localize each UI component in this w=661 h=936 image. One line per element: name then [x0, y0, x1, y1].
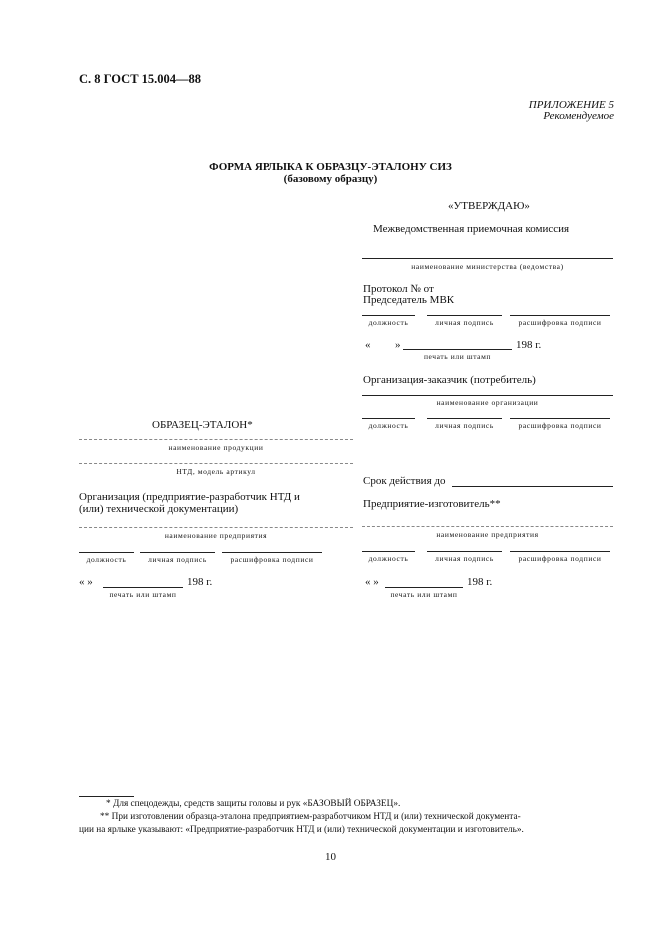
manufacturer-decoding-line	[510, 551, 610, 552]
left-date-line	[103, 587, 183, 588]
appendix-note: Рекомендуемое	[543, 110, 614, 122]
mfr-stamp-caption: печать или штамп	[390, 590, 458, 599]
stamp-caption: печать или штамп	[423, 352, 492, 361]
customer-decoding-line	[510, 418, 610, 419]
protocol-label: Протокол № от	[363, 283, 434, 295]
manufacturer-label: Предприятие-изготовитель**	[363, 498, 501, 510]
manufacturer-decoding-caption: расшифровка подписи	[518, 554, 602, 563]
enterprise-caption: наименование предприятия	[164, 531, 268, 540]
left-stamp-caption: печать или штамп	[109, 590, 177, 599]
left-position-caption: должность	[86, 555, 127, 564]
enterprise-line	[79, 527, 353, 528]
validity-label: Срок действия до	[363, 475, 446, 487]
chairman-decoding-caption: расшифровка подписи	[518, 318, 602, 327]
approve-label: «УТВЕРЖДАЮ»	[448, 200, 530, 212]
manufacturer-position-caption: должность	[368, 554, 409, 563]
ministry-line	[362, 258, 613, 259]
footnote-2-line1: ** При изготовлении образца-эталона предприятием-разработчиком НТД и (или) технической документа-	[100, 812, 521, 822]
ntd-caption: НТД, модель артикул	[176, 467, 256, 476]
org-label-line1: Организация (предприятие-разработчик НТД и	[79, 491, 300, 503]
product-line	[79, 439, 353, 440]
manufacturer-signature-line	[427, 551, 502, 552]
ministry-caption: наименование министерства (ведомства)	[411, 262, 564, 271]
sample-label: ОБРАЗЕЦ-ЭТАЛОН*	[152, 419, 253, 431]
validity-line	[452, 486, 613, 487]
chairman-signature-line	[427, 315, 502, 316]
org-caption: наименование организации	[436, 398, 539, 407]
mfr-date-quotes: « »	[365, 576, 379, 588]
customer-signature-caption: личная подпись	[435, 421, 494, 430]
form-subtitle: (базовому образцу)	[283, 173, 378, 185]
chairman-signature-caption: личная подпись	[435, 318, 494, 327]
page-number: 10	[325, 851, 336, 863]
mfr-date-line	[385, 587, 463, 588]
footnote-separator	[79, 796, 134, 797]
left-decoding-caption: расшифровка подписи	[230, 555, 314, 564]
manufacturer-signature-caption: личная подпись	[435, 554, 494, 563]
product-caption: наименование продукции	[168, 443, 264, 452]
page-header-ref: С. 8 ГОСТ 15.004—88	[79, 72, 202, 86]
left-signature-line	[140, 552, 215, 553]
customer-position-line	[362, 418, 415, 419]
date-line	[403, 349, 512, 350]
manufacturer-position-line	[362, 551, 415, 552]
left-signature-caption: личная подпись	[148, 555, 207, 564]
year-label: 198 г.	[516, 339, 542, 351]
manufacturer-line	[362, 526, 613, 527]
footnote-2-line2: ции на ярлыке указывают: «Предприятие-разработчик НТД и (или) технической документации и изготовитель».	[79, 825, 524, 835]
chairman-position-caption: должность	[368, 318, 409, 327]
customer-decoding-caption: расшифровка подписи	[518, 421, 602, 430]
footnote-1: * Для спецодежды, средств защиты головы и рук «БАЗОВЫЙ ОБРАЗЕЦ».	[106, 799, 401, 809]
left-decoding-line	[222, 552, 322, 553]
ntd-line	[79, 463, 353, 464]
left-date-quotes: « »	[79, 576, 93, 588]
customer-line	[362, 395, 613, 396]
customer-position-caption: должность	[368, 421, 409, 430]
org-label-line2: (или) технической документации)	[79, 503, 239, 515]
customer-label: Организация-заказчик (потребитель)	[363, 374, 536, 386]
mfr-year-label: 198 г.	[467, 576, 493, 588]
manufacturer-caption: наименование предприятия	[436, 530, 539, 539]
appendix-label: ПРИЛОЖЕНИЕ 5	[528, 99, 614, 111]
chairman-label: Председатель МВК	[363, 294, 455, 306]
left-position-line	[79, 552, 134, 553]
form-title: ФОРМА ЯРЛЫКА К ОБРАЗЦУ-ЭТАЛОНУ СИЗ	[209, 161, 452, 173]
left-year-label: 198 г.	[187, 576, 213, 588]
customer-signature-line	[427, 418, 502, 419]
chairman-decoding-line	[510, 315, 610, 316]
commission-label: Межведомственная приемочная комиссия	[373, 223, 570, 235]
date-quote-open: «	[365, 339, 371, 351]
date-quote-close: »	[395, 339, 401, 351]
chairman-position-line	[362, 315, 415, 316]
